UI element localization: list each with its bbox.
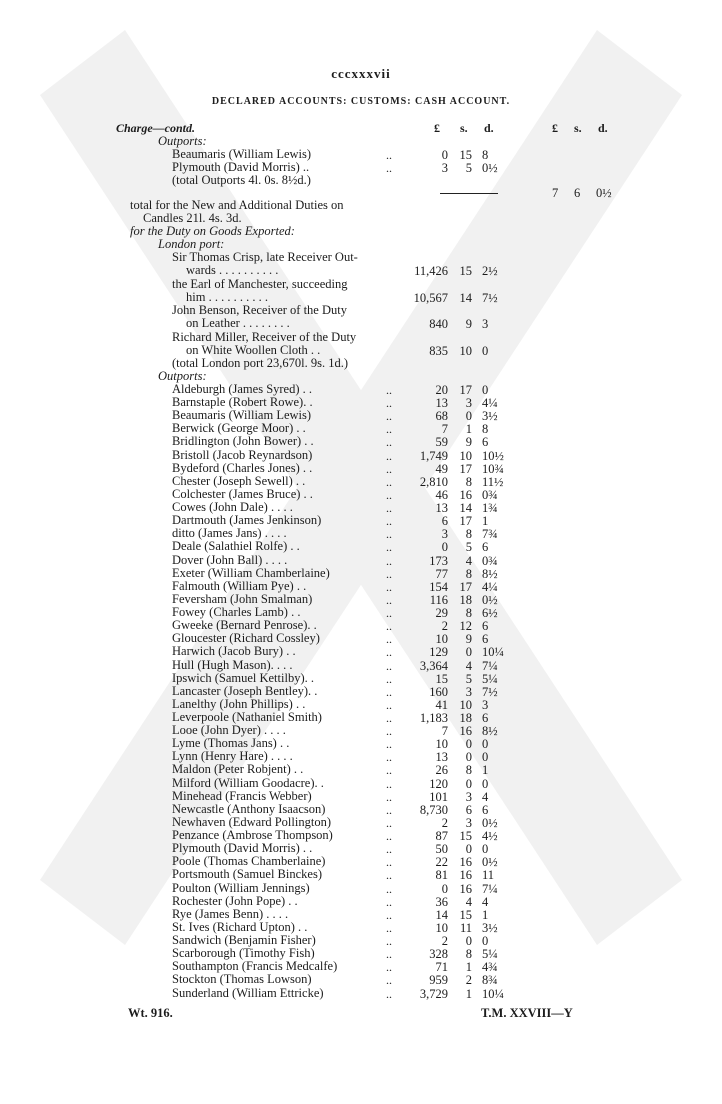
row-name: Stockton (Thomas Lowson): [172, 972, 312, 987]
row-dots: ..: [386, 501, 392, 516]
row-name: Beaumaris (William Lewis): [172, 408, 312, 423]
row-name: Lyme (Thomas Jans) . .: [172, 736, 290, 751]
row-name: Aldeburgh (James Syred) . .: [172, 382, 313, 396]
row-dots: ..: [386, 658, 392, 673]
row-shillings: 11: [459, 920, 472, 935]
row-name: Ipswich (Samuel Kettilby). .: [172, 670, 314, 685]
row-pence: 0¾: [482, 487, 498, 502]
row-pounds: 13: [435, 501, 448, 516]
row-shillings: 8: [465, 527, 472, 542]
row-pence: 8½: [482, 566, 498, 581]
row-pounds: 14: [435, 907, 448, 922]
row-dots: ..: [386, 148, 392, 162]
row-pence: 0: [482, 776, 489, 791]
row-pence: 4½: [482, 829, 498, 844]
row-shillings: 8: [465, 947, 472, 962]
row-dots: ..: [386, 960, 392, 975]
row-name: Bridlington (John Bower) . .: [172, 434, 314, 449]
entry-line-1: John Benson, Receiver of the Duty: [172, 303, 347, 317]
row-name: Beaumaris (William Lewis): [172, 147, 312, 161]
row-pence: 4¾: [482, 960, 498, 975]
row-pence: 10½: [482, 448, 504, 463]
row-shillings: 16: [459, 868, 472, 883]
row-pounds: 3,364: [419, 658, 448, 673]
row-name: Maldon (Peter Robjent) . .: [172, 762, 304, 777]
row-shillings: 0: [465, 750, 472, 765]
col-header-shillings: s.: [460, 121, 468, 135]
row-name: Plymouth (David Morris) ..: [172, 160, 310, 174]
row-dots: ..: [386, 409, 392, 424]
right-shillings: 6: [574, 186, 581, 200]
row-pounds: 0: [441, 881, 448, 896]
row-pounds: 20: [435, 383, 448, 397]
row-shillings: 2: [465, 973, 472, 988]
row-name: Deale (Salathiel Rolfe) . .: [172, 539, 300, 554]
row-pence: 0: [482, 934, 489, 949]
row-shillings: 18: [459, 592, 472, 607]
row-pounds: 13: [435, 750, 448, 765]
row-dots: ..: [386, 461, 392, 476]
row-pounds: 101: [429, 789, 448, 804]
row-dots: ..: [386, 435, 392, 450]
row-name: Berwick (George Moor) . .: [172, 421, 306, 436]
row-dots: ..: [386, 986, 392, 1001]
row-name: Cowes (John Dale) . . . .: [172, 500, 293, 515]
row-pence: 1: [482, 763, 489, 778]
row-pence: 11: [482, 868, 495, 883]
col-header-pounds-2: £: [552, 121, 558, 135]
row-name: Penzance (Ambrose Thompson): [172, 828, 333, 843]
row-dots: ..: [386, 645, 392, 660]
row-pounds: 15: [435, 671, 448, 686]
row-dots: ..: [386, 815, 392, 830]
row-dots: ..: [386, 474, 392, 489]
row-dots: ..: [386, 776, 392, 791]
row-dots: ..: [386, 566, 392, 581]
row-shillings: 17: [459, 461, 472, 476]
row-pence: 11½: [482, 474, 504, 489]
row-name: Rochester (John Pope) . .: [172, 893, 298, 908]
row-shillings: 14: [459, 290, 472, 305]
entry-line-2: him . . . . . . . . . .: [186, 289, 268, 304]
running-head: DECLARED ACCOUNTS: CUSTOMS: CASH ACCOUNT.: [211, 96, 511, 107]
row-name: Colchester (James Bruce) . .: [172, 486, 313, 501]
row-pence: 5¼: [482, 671, 498, 686]
row-pounds: 2: [441, 815, 448, 830]
row-shillings: 3: [465, 396, 472, 411]
row-pounds: 22: [435, 855, 448, 870]
row-pence: 0½: [482, 855, 498, 870]
london-port-heading: London port:: [158, 237, 225, 251]
row-pounds: 6: [441, 514, 448, 529]
row-name: Looe (John Dyer) . . . .: [172, 723, 286, 738]
row-dots: ..: [386, 737, 392, 752]
row-pounds: 36: [435, 894, 448, 909]
row-pounds: 1,749: [419, 448, 448, 463]
row-pounds: 129: [429, 645, 448, 660]
row-shillings: 17: [459, 514, 472, 529]
row-dots: ..: [386, 540, 392, 555]
row-pence: 1: [482, 907, 489, 922]
row-pence: 7½: [482, 684, 498, 699]
row-shillings: 6: [465, 802, 472, 817]
row-name: Leverpoole (Nathaniel Smith): [172, 710, 322, 724]
row-shillings: 3: [465, 815, 472, 830]
page-number: cccxxxvii: [331, 66, 391, 81]
row-pence: 0: [482, 737, 489, 752]
row-shillings: 0: [465, 645, 472, 660]
row-shillings: 8: [465, 474, 472, 489]
row-dots: ..: [386, 855, 392, 870]
row-pence: 5¼: [482, 947, 498, 962]
row-pence: 8¾: [482, 973, 498, 988]
row-name: Plymouth (David Morris) . .: [172, 841, 313, 856]
row-shillings: 16: [459, 881, 472, 896]
row-shillings: 10: [459, 343, 472, 358]
row-pence: 6½: [482, 606, 498, 621]
row-pounds: 11,426: [414, 264, 448, 278]
entry-line-2: wards . . . . . . . . . .: [186, 263, 279, 277]
row-dots: ..: [386, 947, 392, 962]
row-name: Southampton (Francis Medcalfe): [172, 959, 338, 974]
row-shillings: 15: [459, 148, 472, 162]
row-dots: ..: [386, 920, 392, 935]
row-shillings: 3: [465, 684, 472, 699]
row-shillings: 0: [465, 842, 472, 857]
row-pounds: 7: [441, 422, 448, 437]
row-dots: ..: [386, 934, 392, 949]
row-shillings: 3: [465, 789, 472, 804]
row-name: Hull (Hugh Mason). . . .: [172, 657, 293, 672]
row-name: Barnstaple (Robert Rowe). .: [172, 395, 313, 410]
row-pence: 4¼: [482, 396, 498, 411]
row-dots: ..: [386, 448, 392, 463]
row-name: ditto (James Jans) . . . .: [172, 526, 287, 541]
row-name: Lancaster (Joseph Bentley). .: [172, 683, 318, 698]
row-shillings: 5: [465, 540, 472, 555]
row-pence: 7¾: [482, 527, 498, 542]
row-dots: ..: [386, 881, 392, 896]
row-name: Newhaven (Edward Pollington): [172, 814, 331, 829]
row-pounds: 13: [435, 396, 448, 411]
row-pence: 0: [482, 842, 489, 857]
row-pounds: 29: [435, 606, 448, 621]
row-dots: ..: [386, 842, 392, 857]
col-header-pounds: £: [434, 121, 440, 135]
subtotal-rule: [440, 193, 498, 194]
row-name: Falmouth (William Pye) . .: [172, 578, 307, 593]
row-pounds: 2: [441, 934, 448, 949]
row-shillings: 15: [459, 829, 472, 844]
row-pounds: 8,730: [419, 802, 448, 817]
row-name: Harwich (Jacob Bury) . .: [172, 644, 296, 659]
row-pence: 0½: [482, 592, 498, 607]
row-name: Lynn (Henry Hare) . . . .: [172, 749, 293, 764]
row-pounds: 59: [435, 435, 448, 450]
row-shillings: 9: [465, 317, 472, 331]
row-pence: 0: [482, 383, 489, 397]
row-pence: 1: [482, 514, 489, 529]
row-shillings: 1: [465, 960, 472, 975]
col-header-shillings-2: s.: [574, 121, 582, 135]
london-total-note: (total London port 23,670l. 9s. 1d.): [172, 356, 349, 370]
row-pence: 7¼: [482, 658, 498, 673]
row-pence: 6: [482, 802, 489, 817]
row-shillings: 8: [465, 606, 472, 621]
right-pounds: 7: [552, 186, 559, 200]
entry-line-1: Richard Miller, Receiver of the Duty: [172, 329, 357, 344]
row-dots: ..: [386, 487, 392, 502]
row-dots: ..: [386, 907, 392, 922]
row-pounds: 0: [441, 540, 448, 555]
row-shillings: 5: [465, 161, 472, 175]
goods-exported-heading: for the Duty on Goods Exported:: [130, 224, 295, 238]
row-dots: ..: [386, 527, 392, 542]
row-pence: 0: [482, 343, 489, 358]
row-name: Sandwich (Benjamin Fisher): [172, 933, 316, 948]
row-pence: 2½: [482, 264, 498, 278]
row-pounds: 116: [429, 592, 448, 607]
row-dots: ..: [386, 606, 392, 621]
row-name: Feversham (John Smalman): [172, 591, 313, 606]
row-pounds: 3,729: [419, 986, 448, 1001]
right-pence: 0½: [596, 186, 612, 200]
row-dots: ..: [386, 789, 392, 804]
row-name: Bydeford (Charles Jones) . .: [172, 460, 313, 475]
row-pence: 7½: [482, 290, 498, 305]
row-dots: ..: [386, 868, 392, 883]
row-pounds: 68: [435, 409, 448, 424]
row-pence: 6: [482, 711, 489, 725]
col-header-pence-2: d.: [598, 121, 608, 135]
row-shillings: 5: [465, 671, 472, 686]
row-pence: 4: [482, 894, 489, 909]
row-pounds: 840: [429, 317, 448, 331]
row-shillings: 15: [459, 907, 472, 922]
row-pence: 6: [482, 540, 489, 555]
row-pounds: 959: [429, 973, 448, 988]
row-pounds: 87: [435, 829, 448, 844]
row-name: Lanelthy (John Phillips) . .: [172, 696, 306, 711]
entry-line-1: Sir Thomas Crisp, late Receiver Out-: [172, 250, 358, 264]
row-dots: ..: [386, 592, 392, 607]
section-heading: Charge—contd.: [116, 121, 196, 135]
row-name: St. Ives (Richard Upton) . .: [172, 919, 308, 934]
row-pounds: 10: [435, 737, 448, 752]
row-dots: ..: [386, 750, 392, 765]
row-shillings: 9: [465, 435, 472, 450]
row-pounds: 154: [429, 579, 448, 594]
row-name: Sunderland (William Ettricke): [172, 985, 324, 1000]
row-shillings: 16: [459, 724, 472, 739]
row-pence: 6: [482, 632, 489, 647]
row-pounds: 120: [429, 776, 448, 791]
row-shillings: 9: [465, 632, 472, 647]
row-dots: ..: [386, 514, 392, 529]
row-shillings: 8: [465, 763, 472, 778]
entry-line-1: the Earl of Manchester, succeeding: [172, 276, 348, 291]
row-pence: 7¼: [482, 881, 498, 896]
row-dots: ..: [386, 684, 392, 699]
row-shillings: 4: [465, 553, 472, 568]
row-shillings: 10: [459, 448, 472, 463]
row-shillings: 1: [465, 986, 472, 1001]
row-shillings: 15: [459, 264, 472, 278]
row-name: Dover (John Ball) . . . .: [172, 552, 288, 567]
row-pence: 0: [482, 750, 489, 765]
row-name: Poulton (William Jennings): [172, 880, 310, 895]
row-pounds: 10: [435, 920, 448, 935]
row-pence: 10¼: [482, 986, 504, 1001]
row-dots: ..: [386, 161, 392, 175]
row-pounds: 46: [435, 487, 448, 502]
row-pounds: 7: [441, 724, 448, 739]
row-pounds: 10: [435, 632, 448, 647]
row-pence: 6: [482, 619, 489, 634]
row-name: Newcastle (Anthony Isaacson): [172, 801, 326, 816]
row-pence: 8: [482, 148, 489, 162]
candles-total-line-1: total for the New and Additional Duties on: [130, 198, 344, 212]
row-dots: ..: [386, 802, 392, 817]
row-pence: 8½: [482, 724, 498, 739]
entry-line-2: on Leather . . . . . . . .: [186, 316, 290, 330]
row-shillings: 16: [459, 487, 472, 502]
row-pence: 3: [482, 697, 489, 712]
outports-total-note: (total Outports 4l. 0s. 8½d.): [172, 173, 311, 187]
row-name: Gweeke (Bernard Penrose). .: [172, 618, 317, 633]
row-shillings: 0: [465, 409, 472, 424]
row-pounds: 160: [429, 684, 448, 699]
row-pence: 3½: [482, 920, 498, 935]
row-pence: 4¼: [482, 579, 498, 594]
row-pounds: 71: [435, 960, 448, 975]
row-pounds: 1,183: [419, 711, 448, 725]
row-shillings: 0: [465, 934, 472, 949]
row-pounds: 77: [435, 566, 448, 581]
col-header-pence: d.: [484, 121, 494, 135]
row-dots: ..: [386, 553, 392, 568]
row-name: Rye (James Benn) . . . .: [172, 906, 289, 921]
row-shillings: 17: [459, 579, 472, 594]
row-pounds: 2: [441, 619, 448, 634]
outports-heading-1: Outports:: [158, 134, 207, 148]
row-pounds: 41: [435, 697, 448, 712]
row-dots: ..: [386, 894, 392, 909]
row-name: Gloucester (Richard Cossley): [172, 631, 320, 646]
row-name: Exeter (William Chamberlaine): [172, 565, 330, 580]
row-name: Portsmouth (Samuel Binckes): [172, 867, 322, 882]
row-pence: 10¼: [482, 645, 504, 660]
candles-total-line-2: Candles 21l. 4s. 3d.: [143, 211, 242, 225]
row-pounds: 328: [429, 947, 448, 962]
row-pence: 10¾: [482, 461, 504, 476]
row-shillings: 8: [465, 566, 472, 581]
row-dots: ..: [386, 422, 392, 437]
row-dots: ..: [386, 632, 392, 647]
row-dots: ..: [386, 383, 392, 397]
row-shillings: 18: [459, 711, 472, 725]
footer-right: T.M. XXVIII—Y: [481, 1006, 573, 1020]
row-name: Minehead (Francis Webber): [172, 788, 312, 803]
row-pence: 3: [482, 317, 489, 331]
row-dots: ..: [386, 579, 392, 594]
row-pounds: 3: [441, 161, 448, 175]
row-pence: 3½: [482, 409, 498, 424]
row-shillings: 16: [459, 855, 472, 870]
footer-left: Wt. 916.: [128, 1006, 173, 1020]
row-shillings: 17: [459, 383, 472, 397]
row-pence: 0¾: [482, 553, 498, 568]
entry-line-2: on White Woollen Cloth . .: [186, 342, 321, 357]
row-name: Dartmouth (James Jenkinson): [172, 513, 322, 528]
row-pence: 0½: [482, 815, 498, 830]
row-name: Chester (Joseph Sewell) . .: [172, 473, 306, 488]
row-name: Bristoll (Jacob Reynardson): [172, 447, 313, 462]
row-pounds: 50: [435, 842, 448, 857]
row-shillings: 4: [465, 894, 472, 909]
row-dots: ..: [386, 671, 392, 686]
row-pence: 0½: [482, 161, 498, 175]
row-pounds: 173: [429, 553, 448, 568]
row-shillings: 0: [465, 776, 472, 791]
row-dots: ..: [386, 829, 392, 844]
row-pounds: 3: [441, 527, 448, 542]
row-dots: ..: [386, 724, 392, 739]
row-dots: ..: [386, 697, 392, 712]
row-pounds: 835: [429, 343, 448, 358]
row-dots: ..: [386, 763, 392, 778]
row-name: Scarborough (Timothy Fish): [172, 946, 315, 961]
row-shillings: 4: [465, 658, 472, 673]
row-dots: ..: [386, 711, 392, 725]
row-pounds: 2,810: [419, 474, 448, 489]
row-pence: 4: [482, 789, 489, 804]
row-pence: 8: [482, 422, 489, 437]
row-shillings: 1: [465, 422, 472, 437]
row-dots: ..: [386, 973, 392, 988]
row-name: Poole (Thomas Chamberlaine): [172, 854, 326, 869]
row-pounds: 26: [435, 763, 448, 778]
row-name: Milford (William Goodacre). .: [172, 775, 324, 790]
row-shillings: 14: [459, 501, 472, 516]
row-dots: ..: [386, 396, 392, 411]
row-pounds: 49: [435, 461, 448, 476]
row-shillings: 12: [459, 619, 472, 634]
row-shillings: 10: [459, 697, 472, 712]
row-name: Fowey (Charles Lamb) . .: [172, 605, 301, 620]
row-dots: ..: [386, 619, 392, 634]
row-pence: 1¾: [482, 501, 498, 516]
outports-heading-2: Outports:: [158, 369, 207, 383]
row-pence: 6: [482, 435, 489, 450]
row-pounds: 10,567: [413, 290, 448, 305]
row-pounds: 0: [441, 148, 448, 162]
row-shillings: 0: [465, 737, 472, 752]
row-pounds: 81: [435, 868, 448, 883]
